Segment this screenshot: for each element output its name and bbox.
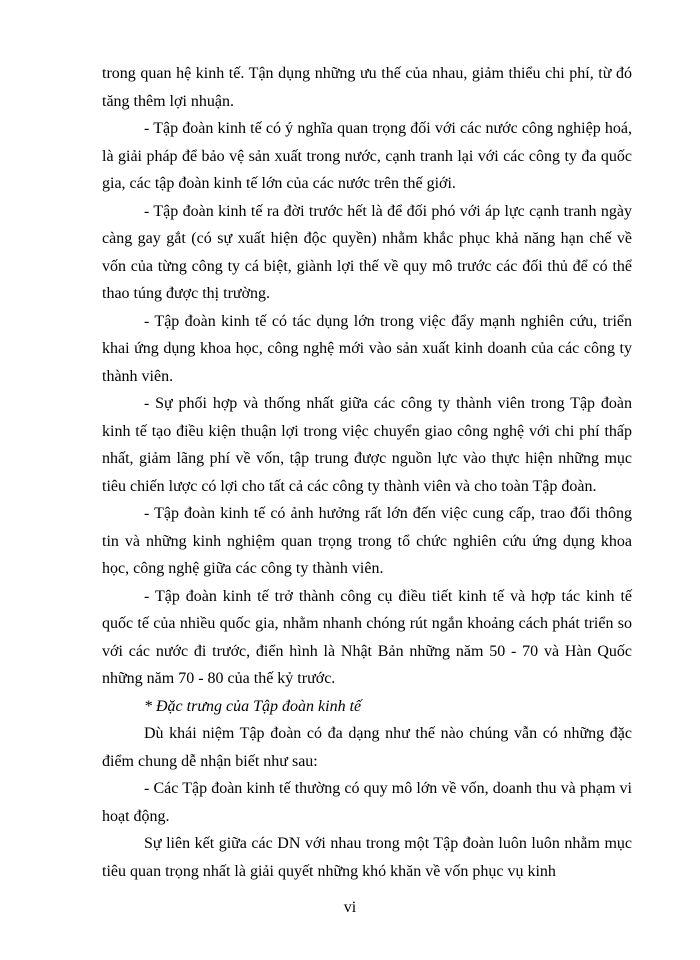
paragraph-continuation: trong quan hệ kinh tế. Tận dụng những ưu thế của nhau, giảm thiểu chi phí, từ đó tăng thêm lợi nhuận. bbox=[102, 65, 632, 110]
paragraph-information: - Tập đoàn kinh tế có ảnh hưởng rất lớn đến việc cung cấp, trao đổi thông tin và những kinh nghiệm quan trọng trong tổ chức nghiên cứu ứng dụng khoa học, công nghệ giữa các công ty thành viên. bbox=[102, 505, 632, 577]
paragraph-characteristics-intro: Dù khái niệm Tập đoàn có đa dạng như thế nào chúng vẫn có những đặc điểm chung dễ nhận biết như sau: bbox=[102, 725, 632, 770]
paragraph-scale: - Các Tập đoàn kinh tế thường có quy mô lớn về vốn, doanh thu và phạm vi hoạt động. bbox=[102, 780, 632, 825]
paragraph-research: - Tập đoàn kinh tế có tác dụng lớn trong việc đẩy mạnh nghiên cứu, triển khai ứng dụng khoa học, công nghệ mới vào sản xuất kinh doanh của các công ty thành viên. bbox=[102, 312, 632, 385]
page-body bbox=[102, 60, 632, 885]
section-heading: * Đặc trưng của Tập đoàn kinh tế bbox=[144, 697, 362, 715]
paragraph-industrialization: - Tập đoàn kinh tế có ý nghĩa quan trọng đối với các nước công nghiệp hoá, là giải pháp để bảo vệ sản xuất trong nước, cạnh tranh lại với các công ty đa quốc gia, các tập đoàn kinh tế lớn của các nước trên thế giới. bbox=[102, 120, 632, 192]
paragraph-economic-tool: - Tập đoàn kinh tế trở thành công cụ điều tiết kinh tế và hợp tác kinh tế quốc tế của nhiều quốc gia, nhằm nhanh chóng rút ngắn khoảng cách phát triển so với các nước đi trước, điển hình là Nhật Bản những năm 50 - 70 và Hàn Quốc những năm 70 - 80 của thế kỷ trước. bbox=[102, 587, 632, 687]
page-number: vi bbox=[343, 899, 357, 916]
paragraph-linkage: Sự liên kết giữa các DN với nhau trong một Tập đoàn luôn luôn nhằm mục tiêu quan trọng nhất là giải quyết những khó khăn về vốn phục vụ kinh bbox=[102, 835, 632, 880]
paragraph-competition: - Tập đoàn kinh tế ra đời trước hết là để đối phó với áp lực cạnh tranh ngày càng gay gắt (có sự xuất hiện độc quyền) nhằm khắc phục khả năng hạn chế về vốn của từng công ty cá biệt, giành lợi thế về quy mô trước các đối thủ để có thể thao túng được thị trường. bbox=[102, 202, 632, 302]
paragraph-coordination: - Sự phối hợp và thống nhất giữa các công ty thành viên trong Tập đoàn kinh tế tạo điều kiện thuận lợi trong việc chuyển giao công nghệ với chi phí thấp nhất, giảm lãng phí về vốn, tập trung được nguồn lực vào thực hiện những mục tiêu chiến lược có lợi cho tất cả các công ty thành viên và cho toàn Tập đoàn. bbox=[102, 395, 632, 495]
